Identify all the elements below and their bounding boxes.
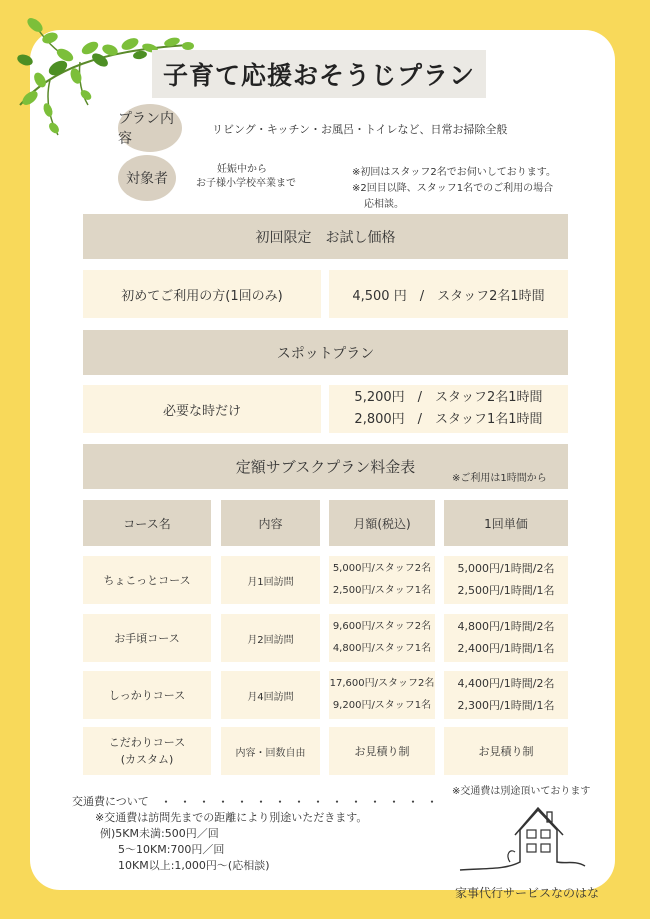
row2-unit-2: 4,800円/1時間/2名: [457, 620, 555, 633]
dotted-leader: ・・・・・・・・・・・・・・・: [160, 795, 446, 809]
row1-unit: [444, 556, 568, 604]
spot-price-2-staff: 5,200円 / スタッフ2名1時間: [354, 390, 543, 405]
page-title: 子育て応援おそうじプラン: [152, 50, 486, 98]
row3-content: 月4回訪問: [221, 671, 320, 719]
row1-monthly: [329, 556, 435, 604]
house-icon: [455, 800, 595, 875]
row4-course-sub: (カスタム): [120, 753, 174, 766]
row3-monthly-2: 17,600円/スタッフ2名: [329, 678, 435, 689]
plan-description: リビング・キッチン・お風呂・トイレなど、日常お掃除全般: [212, 123, 508, 136]
row4-unit: お見積り制: [444, 727, 568, 775]
row1-unit-1: 2,500円/1時間/1名: [457, 584, 555, 597]
row3-unit-1: 2,300円/1時間/1名: [457, 699, 555, 712]
company-name: 家事代行サービスなのはな: [455, 886, 600, 900]
row4-course-name: こだわりコース: [108, 736, 186, 749]
row2-course: お手頃コース: [83, 614, 211, 662]
col-unit-price: 1回単価: [444, 500, 568, 546]
col-course-name: コース名: [83, 500, 211, 546]
row4-course: [83, 727, 211, 775]
row3-course: しっかりコース: [83, 671, 211, 719]
target-note-3: 応相談。: [364, 199, 404, 210]
plan-label: [118, 104, 182, 152]
target-line-1: 妊娠中から: [217, 164, 267, 175]
target-note-1: ※初回はスタッフ2名でお伺いしております。: [352, 167, 556, 178]
row1-monthly-2: 5,000円/スタッフ2名: [332, 563, 432, 574]
spot-header: スポットプラン: [83, 330, 568, 375]
row2-monthly: [329, 614, 435, 662]
row3-unit: [444, 671, 568, 719]
plan-label-text: プラン内容: [118, 111, 174, 147]
col-content: 内容: [221, 500, 320, 546]
row1-content: 月1回訪問: [221, 556, 320, 604]
spot-price-1-staff: 2,800円 / スタッフ1名1時間: [354, 412, 543, 427]
transport-line-4: 10KM以上:1,000円～(応相談): [118, 859, 270, 872]
row1-monthly-1: 2,500円/スタッフ1名: [332, 585, 432, 596]
subscription-note: ※ご利用は1時間から: [452, 473, 547, 484]
spot-left-cell: 必要な時だけ: [83, 385, 321, 433]
target-note-2: ※2回目以降、スタッフ1名でのご利用の場合: [352, 183, 554, 194]
row3-unit-2: 4,400円/1時間/2名: [457, 677, 555, 690]
transport-heading: 交通費について: [72, 795, 149, 808]
col-monthly-fee: 月額(税込): [329, 500, 435, 546]
row3-monthly: [329, 671, 435, 719]
trial-left-cell: 初めてご利用の方(1回のみ): [83, 270, 321, 318]
transport-line-2: 例)5KM未満:500円／回: [100, 827, 219, 840]
transport-line-3: 5～10KM:700円／回: [118, 843, 225, 856]
spot-right-cell: [329, 385, 568, 433]
trial-header: 初回限定 お試し価格: [83, 214, 568, 259]
row4-content: 内容・回数自由: [221, 727, 320, 775]
transport-note: ※交通費は別途頂いております: [452, 786, 591, 797]
row1-course: ちょこっとコース: [83, 556, 211, 604]
row2-monthly-2: 9,600円/スタッフ2名: [332, 621, 432, 632]
row4-monthly: お見積り制: [329, 727, 435, 775]
target-line-2: お子様小学校卒業まで: [196, 178, 296, 189]
row2-unit-1: 2,400円/1時間/1名: [457, 642, 555, 655]
row1-unit-2: 5,000円/1時間/2名: [457, 562, 555, 575]
row3-monthly-1: 9,200円/スタッフ1名: [332, 700, 432, 711]
trial-right-cell: 4,500 円 / スタッフ2名1時間: [329, 270, 568, 318]
transport-line-1: ※交通費は訪問先までの距離により別途いただきます。: [95, 811, 368, 824]
row2-content: 月2回訪問: [221, 614, 320, 662]
target-label-text: 対象者: [126, 171, 168, 187]
row2-monthly-1: 4,800円/スタッフ1名: [332, 643, 432, 654]
row2-unit: [444, 614, 568, 662]
subscription-title: 定額サブスクプラン料金表: [235, 458, 416, 476]
target-label: [118, 155, 176, 201]
